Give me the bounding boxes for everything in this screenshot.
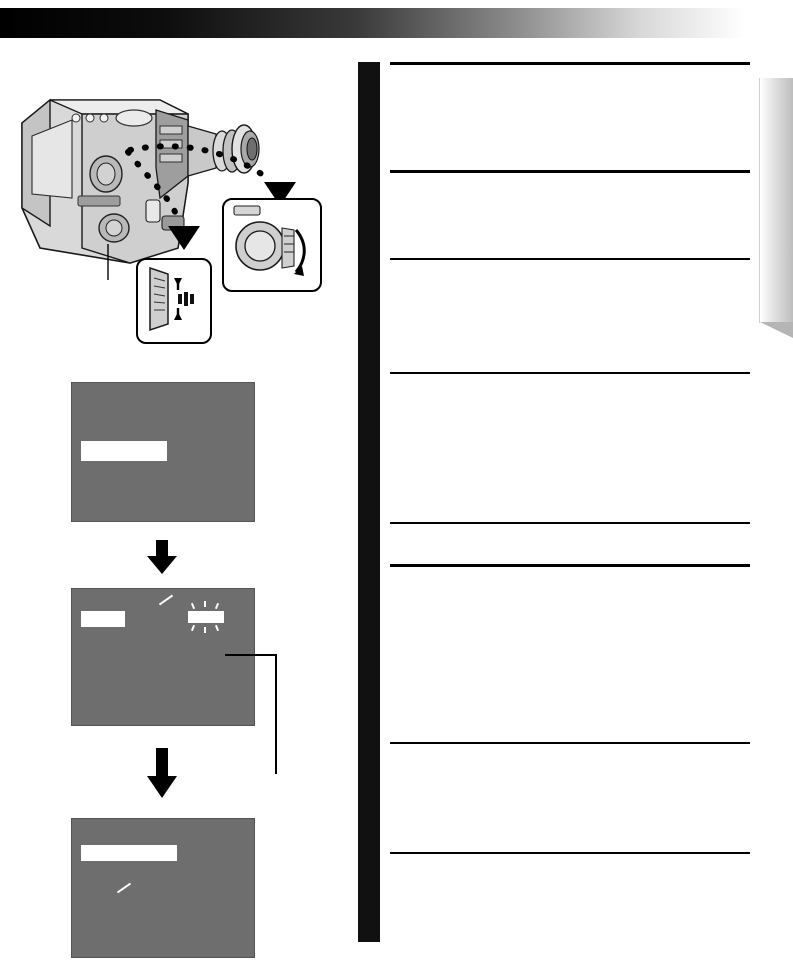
arrow-down-icon-slider bbox=[166, 222, 202, 252]
rule-4 bbox=[390, 372, 750, 374]
banner-left-cap bbox=[0, 8, 14, 38]
rule-6 bbox=[390, 564, 750, 567]
rule-8 bbox=[390, 852, 750, 854]
blink-ray bbox=[191, 625, 195, 631]
blink-ray bbox=[204, 627, 206, 633]
rule-3 bbox=[390, 258, 750, 260]
rule-5 bbox=[390, 522, 750, 524]
screen-2-slash bbox=[159, 595, 173, 606]
blink-ray bbox=[215, 603, 219, 609]
mode-dial-detail-box bbox=[222, 198, 322, 292]
screen-2-callout-vertical bbox=[275, 654, 277, 774]
arrow-down-icon-step-1-2 bbox=[145, 540, 179, 576]
blink-ray bbox=[215, 625, 219, 631]
screen-step-2 bbox=[71, 588, 255, 726]
top-gradient-banner bbox=[0, 8, 745, 38]
section-vertical-bar bbox=[358, 62, 380, 942]
blink-ray bbox=[191, 603, 195, 609]
arrow-down-icon-step-2-3 bbox=[145, 748, 179, 800]
rule-2 bbox=[390, 170, 750, 173]
screen-3-label-bar bbox=[81, 845, 177, 861]
page-side-tab bbox=[759, 78, 793, 323]
screen-2-blinking-indicator bbox=[182, 605, 234, 631]
mode-dial-icon bbox=[224, 200, 316, 286]
screen-step-3 bbox=[71, 818, 255, 958]
menu-slider-icon bbox=[138, 260, 206, 338]
page-side-tab-corner bbox=[760, 322, 793, 338]
screen-3-slash bbox=[117, 883, 131, 894]
blink-ray bbox=[204, 601, 206, 607]
menu-slider-detail-box bbox=[136, 258, 212, 344]
rule-1 bbox=[390, 62, 750, 65]
rule-7 bbox=[390, 742, 750, 744]
screen-2-callout-horizontal bbox=[225, 654, 277, 656]
screen-step-1 bbox=[71, 382, 255, 522]
blink-core bbox=[188, 611, 224, 623]
dotted-path-slider bbox=[128, 152, 176, 214]
dotted-path-dial bbox=[130, 146, 270, 180]
screen-2-label-bar bbox=[81, 611, 125, 627]
